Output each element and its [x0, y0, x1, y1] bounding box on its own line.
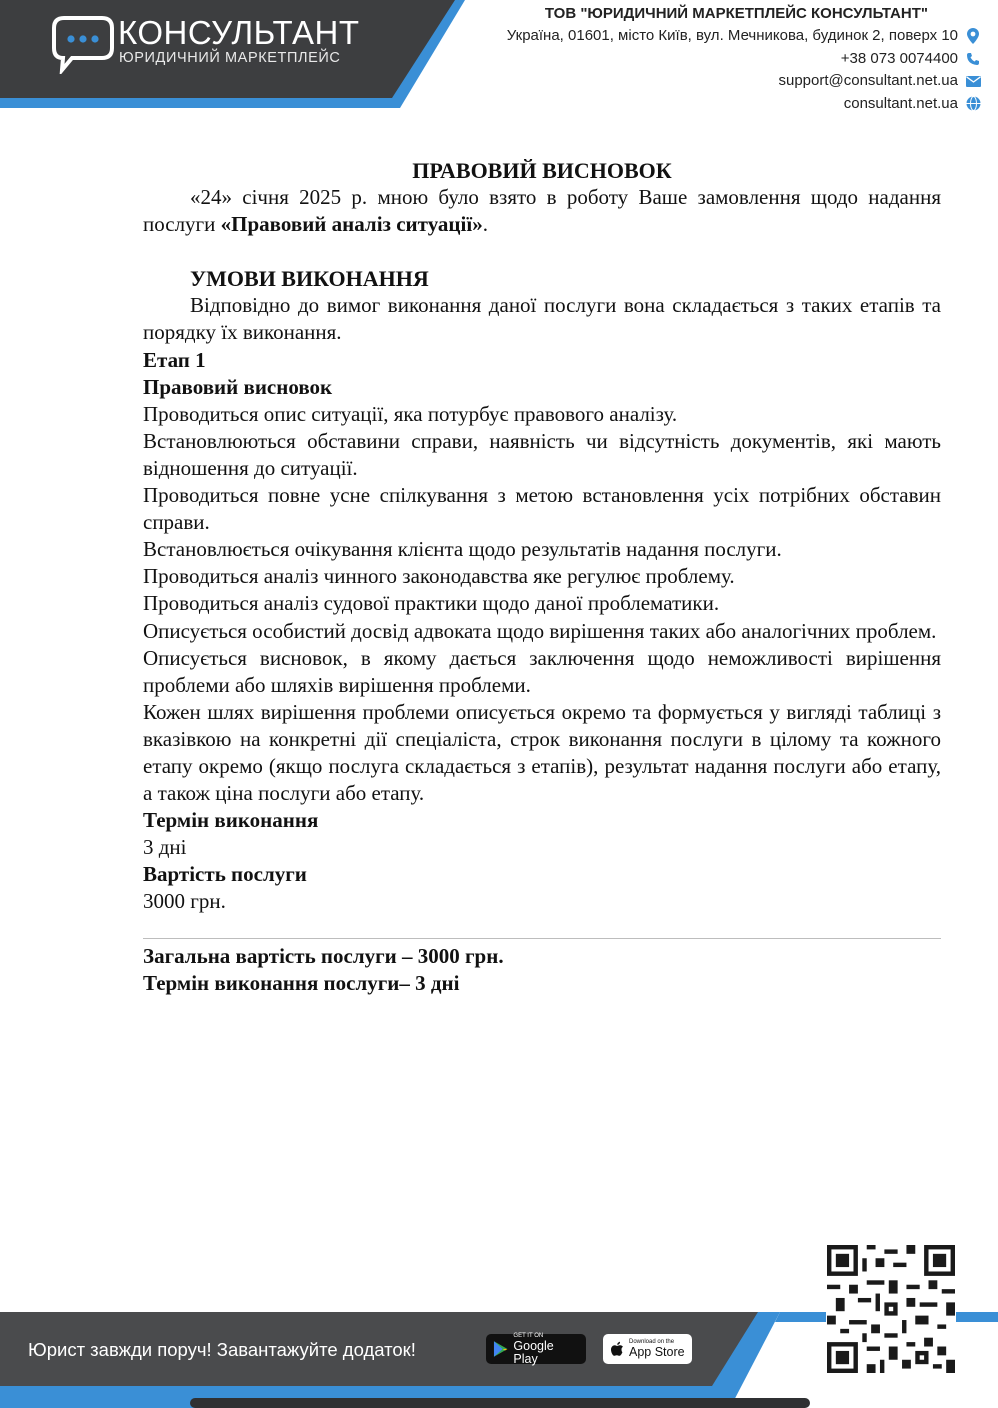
total-term: Термін виконання послуги– 3 дні — [143, 970, 460, 995]
divider — [143, 938, 941, 939]
brand-subtitle: ЮРИДИЧНИЙ МАРКЕТПЛЕЙС — [119, 50, 341, 66]
stage-item: Описується особистий досвід адвоката щодо вирішення таких або аналогічних проблем. — [143, 618, 937, 643]
location-pin-icon — [962, 28, 984, 44]
stage-item: Проводиться аналіз чинного законодавства яке регулює проблему. — [143, 564, 735, 589]
website-line — [507, 93, 984, 116]
intro-suffix: . — [482, 212, 488, 237]
stage-item: Встановлюються обставини справи, наявність чи відсутність документів, які мають відношення до ситуації. — [143, 428, 941, 480]
globe-icon — [962, 96, 984, 111]
stage-item: Проводиться повне усне спілкування з метою встановлення усіх потрібних обставин справи. — [143, 483, 941, 535]
document-title: ПРАВОВИЙ ВИСНОВОК — [412, 158, 672, 183]
app-store-big: App Store — [629, 1345, 685, 1359]
total-cost: Загальна вартість послуги – 3000 грн. — [143, 943, 504, 968]
term-label: Термін виконання — [143, 808, 319, 833]
address-line — [507, 25, 984, 48]
stage-item: Описується висновок, в якому дається заключення щодо неможливості вирішення проблеми або шляхів вирішення проблеми. — [143, 645, 941, 697]
phone-line — [507, 48, 984, 71]
envelope-icon — [962, 76, 984, 87]
stage-item: Встановлюється очікування клієнта щодо результатів надання послуги. — [143, 537, 782, 562]
brand-title: КОНСУЛЬТАНТ — [118, 14, 360, 51]
cost-value: 3000 грн. — [143, 889, 226, 914]
intro-prefix: «24» січня 2025 р. мною було взято в роботу Ваше замовлення щодо надання послуги — [143, 185, 941, 237]
google-play-big: Google Play — [513, 1338, 554, 1366]
stage-item: Проводиться опис ситуації, яка потурбує правового аналізу. — [143, 401, 678, 426]
company-name: ТОВ "ЮРИДИЧНИЙ МАРКЕТПЛЕЙС КОНСУЛЬТАНТ" — [544, 5, 928, 22]
address-text: Україна, 01601, місто Київ, вул. Мечникова, будинок 2, поверх 10 — [506, 27, 958, 44]
google-play-small: GET IT ON — [513, 1332, 544, 1339]
phone-icon — [962, 52, 984, 66]
app-store-small: Download on the — [629, 1339, 675, 1345]
section-heading: УМОВИ ВИКОНАННЯ — [190, 266, 429, 292]
qr-code[interactable] — [826, 1245, 956, 1373]
section-intro: Відповідно до вимог виконання даної послуги вона складається з таких етапів та порядку їх виконання. — [143, 293, 941, 345]
website-text[interactable]: consultant.net.ua — [843, 94, 958, 112]
apple-icon — [610, 1341, 624, 1357]
stage-label: Етап 1 — [143, 347, 206, 372]
footer-slogan: Юрист завжди поруч! Завантажуйте додаток! — [28, 1339, 416, 1360]
document-body — [143, 157, 941, 997]
cost-label: Вартість послуги — [143, 862, 307, 887]
app-store-button[interactable] — [603, 1334, 692, 1364]
email-text[interactable]: support@consultant.net.ua — [778, 72, 958, 89]
stage-item: Кожен шлях вирішення проблеми описується окремо та формується у вигляді таблиці з вказівкою на конкретні дії спеціаліста, строк виконання послуги в цілому та кожного етапу окремо (якщо послуга складається з етапів), результат надання послуги або етапу, а також ціна послуги або етапу. — [143, 699, 941, 806]
chat-bubble-icon — [50, 14, 116, 74]
email-line — [507, 70, 984, 93]
stage-item: Проводиться аналіз судової практики щодо даної проблематики. — [143, 591, 720, 616]
google-play-button[interactable] — [486, 1334, 586, 1364]
brand-logo[interactable] — [50, 14, 380, 74]
phone-text[interactable]: +38 073 0074400 — [840, 49, 958, 67]
term-value: 3 дні — [143, 835, 187, 860]
intro-paragraph — [143, 184, 941, 238]
company-contacts — [507, 3, 984, 115]
google-play-icon — [493, 1340, 508, 1358]
intro-service: «Правовий аналіз ситуації» — [220, 212, 483, 237]
stage-name: Правовий висновок — [143, 374, 333, 399]
